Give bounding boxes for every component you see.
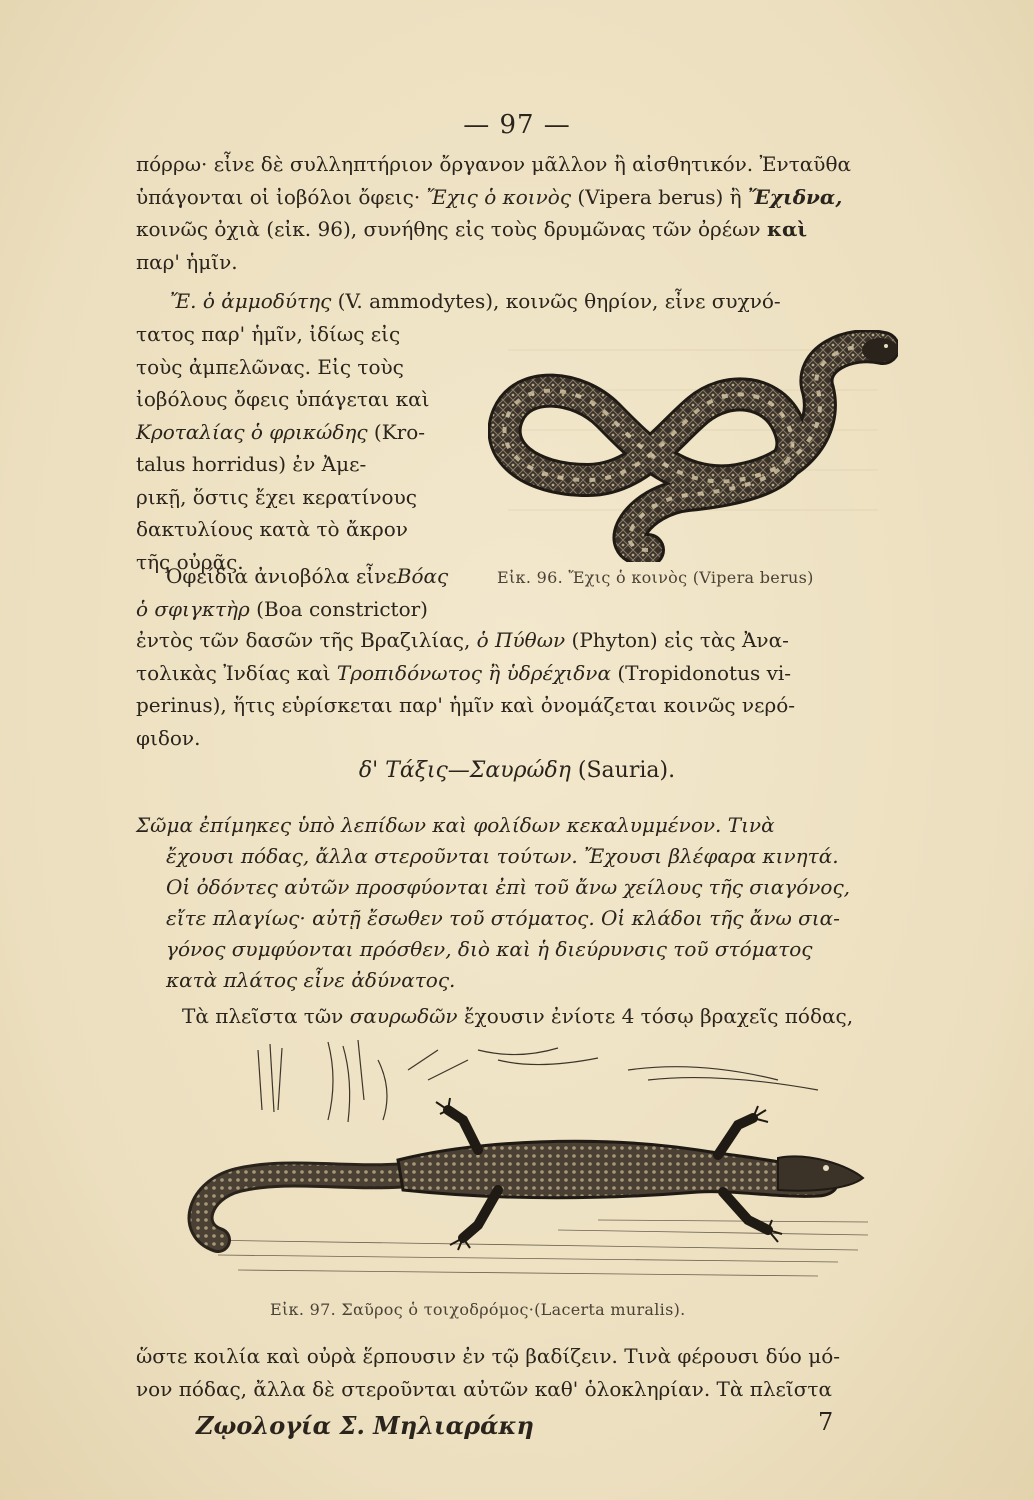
paragraph-5 — [136, 1340, 893, 1405]
para4-l1c: ἔχουσιν ἐνίοτε 4 τόσῳ βραχεῖς πόδας, — [463, 1004, 854, 1028]
para2-l8: δακτυλίους κατὰ τὸ ἄκρον — [136, 517, 408, 541]
section-heading — [0, 758, 1034, 783]
para1-line1: πόρρω· εἶνε δὲ συλληπτήριον ὄργανον μᾶλλον ἢ αἰσθητικόν. Ἐνταῦθα — [136, 152, 851, 176]
char-line-4: εἴτε πλαγίως· αὐτῇ ἔσωθεν τοῦ στόματος. Οἱ κλάδοι τῆς ἄνω σια- — [166, 906, 840, 930]
para2-l3: τοὺς ἀμπελῶνας. Εἰς τοὺς — [136, 354, 404, 379]
para2-l2: τατος παρ' ἡμῖν, ἰδίως εἰς — [136, 322, 401, 346]
paragraph-2-column — [136, 318, 458, 578]
para3-l4a: τολικὰς Ἰνδίας καὶ — [136, 660, 331, 685]
paragraph-4 — [136, 1000, 893, 1033]
para3-l4c: (Tropidonotus vi- — [617, 660, 792, 685]
heading-order-name: δ' Τάξις—Σαυρώδη — [358, 758, 571, 783]
footer-book-title: Ζῳολογία Σ. Μηλιαράκη — [196, 1411, 534, 1440]
lizard-illustration — [178, 1040, 878, 1290]
para5-l1: ὥστε κοιλία καὶ οὐρὰ ἕρπουσιν ἐν τῷ βαδίζειν. Τινὰ φέρουσι δύο μό- — [136, 1344, 840, 1368]
char-line-2: ἔχουσι πόδας, ἄλλα στεροῦνται τούτων. Ἔχουσι βλέφαρα κινητά. — [166, 844, 839, 868]
para2-l5-rest: (Kro- — [373, 419, 426, 444]
para1-line4: παρ' ἡμῖν. — [136, 249, 238, 274]
snake-illustration — [488, 330, 898, 562]
para2-l5-italic: Κροταλίας ὁ φρικώδης — [136, 419, 368, 444]
para3-l5: perinus), ἥτις εὑρίσκεται παρ' ἡμῖν καὶ ὀνομάζεται κοινῶς νερό- — [136, 693, 795, 717]
footer-signature-mark: 7 — [818, 1408, 834, 1436]
para1-line2d: Ἔχιδνα, — [748, 184, 843, 209]
para3-l2a: ὁ σφιγκτὴρ — [136, 596, 250, 621]
figure-97-caption: Εἰκ. 97. Σαῦρος ὁ τοιχοδρόμος·(Lacerta muralis). — [270, 1300, 686, 1319]
page-number: — 97 — — [463, 110, 571, 140]
characteristics-block — [136, 810, 893, 996]
paragraph-2-lead — [136, 285, 893, 318]
heading-latin-name: (Sauria). — [577, 758, 676, 783]
para1-line2c: (Vipera berus) ἢ — [577, 184, 742, 209]
paragraph-3-column — [136, 560, 466, 625]
char-line-6: κατὰ πλάτος εἶνε ἀδύνατος. — [166, 968, 456, 992]
para2-l4: ἰοβόλους ὄφεις ὑπάγεται καὶ — [136, 387, 430, 411]
para2-lead-rest: (V. ammodytes), κοινῶς θηρίον, εἶνε συχνό- — [337, 289, 781, 313]
char-line-1: Σῶμα ἐπίμηκες ὑπὸ λεπίδων καὶ φολίδων κεκαλυμμένον. Τινὰ — [136, 813, 775, 837]
para4-l1a: Τὰ πλεῖστα τῶν — [182, 1004, 344, 1028]
para2-l6: talus horridus) ἐν Ἀμε- — [136, 452, 367, 476]
para3-l2b: (Boa constrictor) — [256, 596, 428, 621]
paragraph-1 — [136, 148, 893, 278]
char-line-3: Οἱ ὀδόντες αὐτῶν προσφύονται ἐπὶ τοῦ ἄνω χείλους τῆς σιαγόνος, — [166, 875, 851, 899]
paragraph-3-continued — [136, 624, 893, 754]
para4-l1b: σαυρωδῶν — [349, 1004, 458, 1028]
para5-l2: νον πόδας, ἄλλα δὲ στεροῦνται αὐτῶν καθ' ὁλοκληρίαν. Τὰ πλεῖστα — [136, 1376, 832, 1401]
para3-l4b: Τροπιδόνωτος ἢ ὑδρέχιδνα — [336, 660, 611, 685]
para2-l9: τῆς οὐρᾶς. — [136, 549, 244, 574]
para3-l1a: Ὀφείδια ἀνιοβόλα εἶνε — [166, 564, 397, 588]
para3-l6: φιδον. — [136, 725, 201, 750]
para1-line2a: ὑπάγονται οἱ ἰοβόλοι ὄφεις· — [136, 184, 421, 209]
para1-line3a: κοινῶς ὀχιὰ (εἰκ. 96), συνήθης εἰς τοὺς δρυμῶνας τῶν ὀρέων — [136, 217, 761, 241]
para3-l3b: ὁ Πύθων — [476, 628, 566, 652]
char-line-5: γόνος συμφύονται πρόσθεν, διὸ καὶ ἡ διεύρυνσις τοῦ στόματος — [166, 937, 813, 961]
para3-l3c: (Phyton) εἰς τὰς Ἀνα- — [571, 628, 789, 652]
para3-l1b: Βόας — [396, 564, 449, 588]
para1-line3b: καὶ — [766, 217, 808, 241]
para2-lead-italic: Ἔ. ὁ ἀμμοδύτης — [170, 289, 332, 313]
para3-l3a: ἐντὸς τῶν δασῶν τῆς Βραζιλίας, — [136, 628, 471, 652]
para1-line2b: Ἔχις ὁ κοινὸς — [426, 184, 572, 209]
para2-l7: ρικῇ, ὅστις ἔχει κερατίνους — [136, 484, 417, 509]
figure-96-caption: Εἰκ. 96. Ἔχις ὁ κοινὸς (Vipera berus) — [497, 568, 814, 587]
